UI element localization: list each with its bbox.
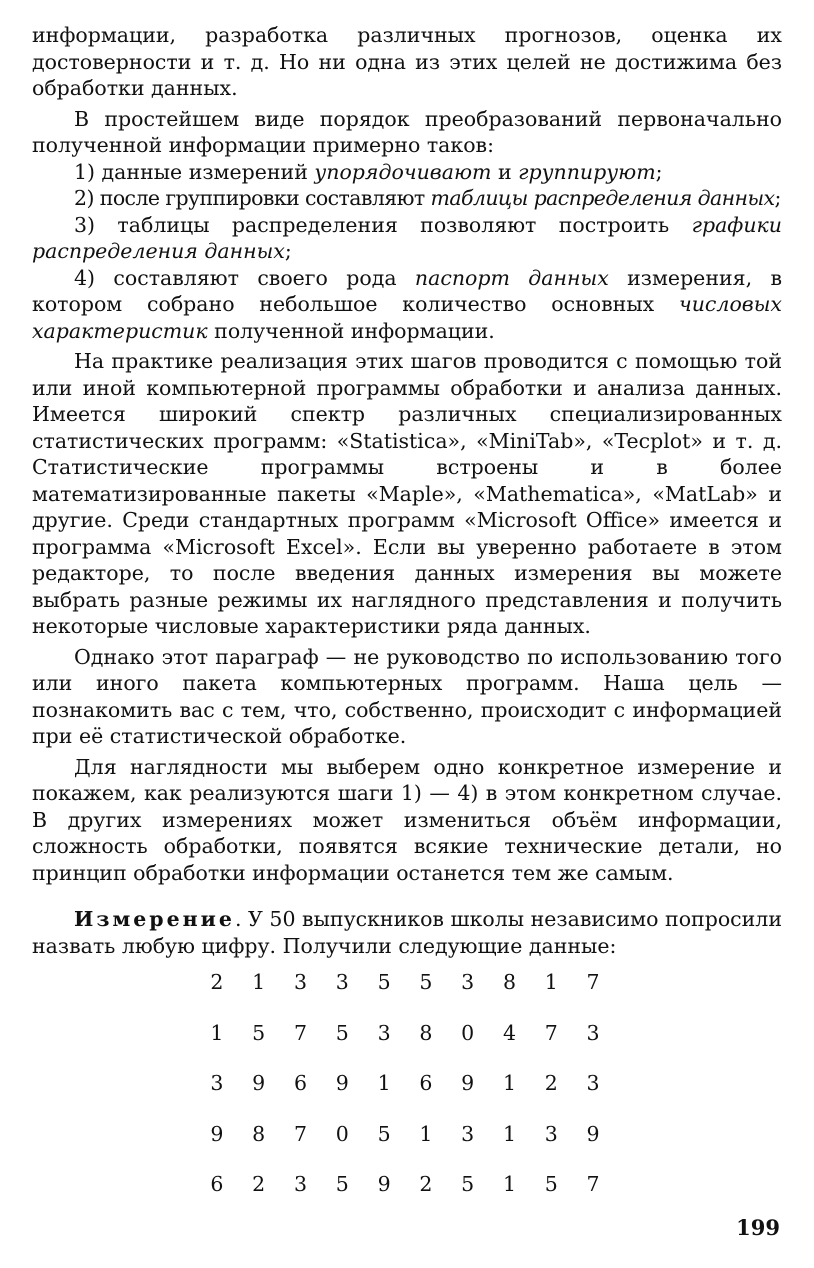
table-row [196,970,614,1021]
table-cell: 9 [252,1071,266,1095]
table-cell: 7 [586,970,600,994]
table-cell: 3 [544,1121,558,1146]
table-cell: 2 [252,1172,266,1196]
list-item-1-text: 1) данные измерений [74,159,315,184]
table-cell: 5 [461,1172,475,1196]
table-cell: 2 [210,970,224,994]
table-cell: 1 [502,1172,516,1196]
list-item-3-end: ; [284,239,292,263]
list-item-3-text: 3) таблицы распределения позволяют построить [74,212,692,237]
table-cell: 3 [461,1121,475,1146]
table-cell: 6 [419,1071,433,1095]
list-item-2-end: ; [774,186,781,210]
table-cell: 2 [544,1071,558,1095]
paragraph-order: В простейшем виде порядок преобразований первоначально полученной информации примерно таков: [32,106,782,157]
paragraph-purpose: Однако этот параграф — не руководство по использованию того или иного пакета компьютерных программ. Наша цель — познакомить вас с тем, что, собственно, происходит с информацией при её статистической обработке. [32,644,782,748]
table-cell: 5 [377,970,391,994]
table-cell: 1 [502,1071,516,1095]
table-cell: 6 [210,1172,224,1196]
table-cell: 9 [377,1172,391,1196]
table-cell: 9 [586,1121,600,1146]
table-cell: 3 [293,970,308,994]
table-cell: 5 [335,1172,349,1196]
list-item-3 [32,212,782,265]
list-item-4-text: 4) составляют своего рода [74,265,415,290]
table-row [196,1122,614,1173]
table-cell: 1 [252,970,266,994]
table-cell: 5 [419,970,433,994]
list-item-2-term: таблицы распределения данных [430,186,775,210]
table-cell: 8 [502,970,516,994]
table-cell: 7 [544,1020,558,1045]
list-item-4-term-characteristics: числовых характеристик [32,292,782,343]
table-cell: 1 [419,1121,433,1146]
measurement-label: Измерение [74,907,235,931]
table-cell: 2 [419,1172,433,1196]
table-cell: 9 [210,1121,224,1146]
table-cell: 6 [293,1071,308,1095]
table-row [196,1172,614,1223]
table-cell: 8 [252,1121,266,1146]
table-row [196,1021,614,1072]
table-cell: 5 [335,1020,349,1045]
list-item-1-term-order: упорядочивают [314,159,492,184]
page-body [32,22,782,959]
table-cell: 8 [419,1020,433,1045]
list-item-1-conj: и [491,159,519,184]
list-item-1-end: ; [655,159,663,184]
table-cell: 9 [335,1071,349,1095]
table-cell: 4 [502,1020,516,1045]
table-cell: 0 [335,1121,349,1146]
table-cell: 3 [586,1071,600,1095]
table-cell: 5 [544,1172,558,1196]
measurement-text: . У 50 выпускников школы независимо попросили назвать любую цифру. Получили следующие данные: [32,907,782,958]
table-cell: 3 [335,970,349,994]
paragraph-software: На практике реализация этих шагов проводится с помощью той или иной компьютерной программы обработки и анализа данных. Имеется широкий спектр различных специализированных статистических программ: «Statistica», «MiniTab», «Tecplot» и т. д. Статистические программы встроены и в более математизированные пакеты «Maple», «Mathematica», «MatLab» и другие. Среди стандартных программ «Microsoft Office» имеется и программа «Microsoft Excel». Если вы уверенно работаете в этом редакторе, то после введения данных измерения вы можете выбрать разные режимы их наглядного представления и получить некоторые числовые характеристики ряда данных. [32,349,782,638]
paragraph-intro: информации, разработка различных прогнозов, оценка их достоверности и т. д. Но ни одна из этих целей не достижима без обработки данных. [32,23,782,100]
page-number: 199 [736,1215,780,1240]
data-table [196,970,614,1223]
table-cell: 7 [586,1172,600,1196]
paragraph-example: Для наглядности мы выберем одно конкретное измерение и покажем, как реализуются шаги 1) — 4) в этом конкретном случае. В других измерениях может измениться объём информации, сложность обработки, появятся всякие технические детали, но принцип обработки информации останется тем же самым. [32,754,782,885]
table-cell: 0 [461,1020,475,1045]
table-cell: 3 [461,970,475,994]
list-item-4-term-passport: паспорт данных [414,265,609,290]
list-item-2 [32,185,782,212]
list-item-3-term: графики распределения данных [32,212,782,263]
table-cell: 7 [293,1020,308,1045]
table-cell: 7 [293,1121,308,1146]
list-item-4-end: полученной информации. [207,318,495,343]
table-cell: 9 [461,1071,475,1095]
table-cell: 5 [377,1121,391,1146]
table-cell: 3 [586,1020,600,1045]
table-cell: 3 [210,1071,224,1095]
table-cell: 1 [210,1020,224,1045]
table-cell: 3 [377,1020,391,1045]
list-item-2-text: 2) после группировки составляют [74,186,431,210]
table-cell: 5 [252,1020,266,1045]
list-item-1 [32,159,782,186]
list-item-4-middle: измерения, в котором собрано небольшое количество основных [32,265,782,316]
table-cell: 1 [502,1121,516,1146]
table-cell: 3 [293,1172,308,1196]
table-cell: 1 [544,970,558,994]
table-cell: 1 [377,1071,391,1095]
list-item-1-term-group: группируют [518,159,656,184]
list-item-4 [32,265,782,345]
table-row [196,1071,614,1122]
paragraph-measurement [32,906,782,959]
